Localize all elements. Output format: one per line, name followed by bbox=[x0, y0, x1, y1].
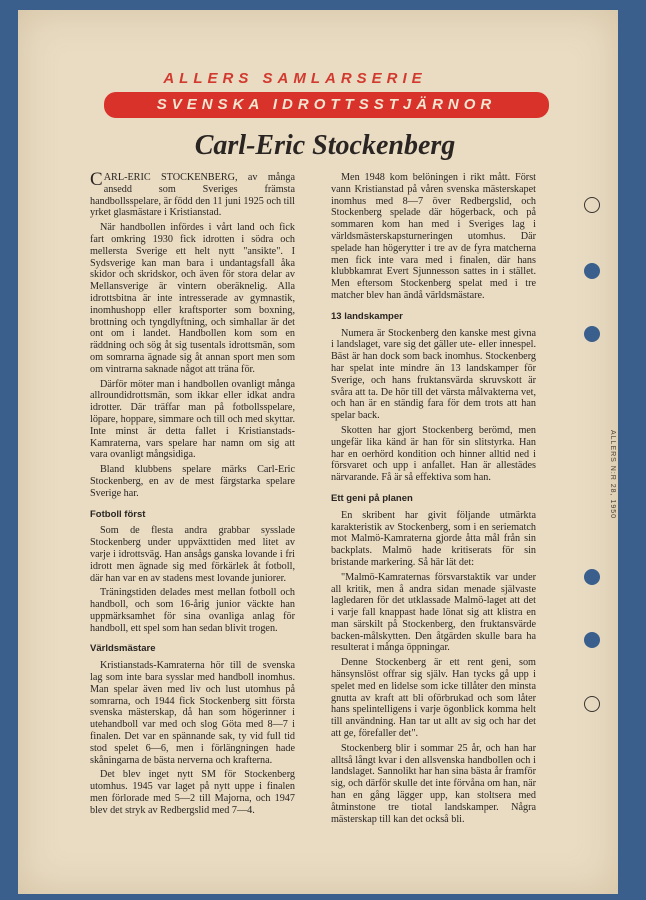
paragraph: Träningstiden delades mest mellan fotboll och handboll, och som 16-årig junior väckte han uppmärksamhet för sina ovanliga anlag för handboll, ett spel som han sedan blivit trogen. bbox=[90, 587, 295, 634]
drop-cap: C bbox=[90, 169, 103, 190]
hole-icon bbox=[584, 632, 600, 648]
series-label: ALLERS SAMLARSERIE bbox=[163, 70, 427, 87]
ring-icon bbox=[584, 197, 600, 213]
section-heading-landskamper: 13 landskamper bbox=[331, 310, 403, 322]
right-column bbox=[331, 172, 536, 828]
section-heading-fotboll: Fotboll först bbox=[90, 508, 146, 520]
paragraph: Skotten har gjort Stockenberg berömd, men ungefär lika känd är han för sin slitstyrka. Han har en oerhörd kondition och hinner alltid ned i försvaret och upp i anfallet. Han är allestädes närvarande. Få är så effektiva som han. bbox=[331, 424, 536, 484]
paragraph: Men 1948 kom belöningen i rikt mått. Först vann Kristianstad på våren svenska mästerskapet inomhus med 8—7 över Redbergslid, och Stockenberg spelade där högerback, och på sommaren kom han med i Sveriges lag i världsmästerskapsturneringen utomhus. Där spelade han högerytter i tre av de fyra matcherna men fick inte vara med i finalen, där hans klubbkamrat Evert Sjunnesson sattes in i stället. Men eftersom Stockenberg spelat med i tre matcher blev han ändå världsmästare. bbox=[331, 172, 536, 301]
quote-paragraph: Denne Stockenberg är ett rent geni, som hänsynslöst offrar sig själv. Han tycks gå upp i spelet med en lidelse som icke tillåter den minsta gnutta av kraft att bli oförbrukad och som låter hans spelintelligens i varje ögonblick komma helt till användning. Han tar ut allt av sig och har det att ge, förefaller det". bbox=[331, 657, 536, 740]
paragraph: Stockenberg blir i sommar 25 år, och han har alltså långt kvar i den allsvenska handbollen och i landslaget. Sannolikt har han sina bästa år framför sig, och därför skulle det inte förvåna om han, när han en gång lägger upp, kan stoltsera med åtminstone tre tiotal landskamper. Några mästerskap till kan det också bli. bbox=[331, 742, 536, 825]
paragraph: Kristianstads-Kamraterna hör till de svenska lag som inte bara sysslar med handboll inomhus. Man spelar även med liv och lust utomhus på somrarna, och 1944 fick Stockenberg sitt första svenska mästerskap, då han som högerinner i utehandboll var med och slog Göta med 8—7 i finalen. Det var en spännande sak, ty vid full tid stod spelet 6—6, men i förlängningen hade skåningarna de bästa nerverna och krafterna. bbox=[90, 660, 295, 766]
paragraph: En skribent har givit följande utmärkta karakteristik av Stockenberg, som i en seriematch mot Malmö-Kamraterna gjorde åtta mål från sin backplats. Malmö hade kritiserats för sin bristande markering. Så här lät det: bbox=[331, 509, 536, 568]
article-title: Carl-Eric Stockenberg bbox=[194, 130, 456, 161]
intro-text: ARL-ERIC STOCKENBERG, av många ansedd som Sveriges främsta handbollsspelare, är född den 11 juni 1925 och till yrket glasmästare i Kristianstad. bbox=[90, 172, 295, 219]
hole-icon bbox=[584, 569, 600, 585]
hole-icon bbox=[584, 263, 600, 279]
paragraph: Som de flesta andra grabbar sysslade Stockenberg under uppväxttiden med litet av varje i idrottsväg. Han ansågs ganska lovande i fri idrott men ägnade sig med förkärlek åt fotboll, där han var en av stadens mest lovande juniorer. bbox=[90, 525, 295, 584]
section-heading-varldsmastare: Världsmästare bbox=[90, 643, 156, 655]
paragraph: Bland klubbens spelare märks Carl-Eric Stockenberg, en av de mest färgstarka spelare Sverige har. bbox=[90, 464, 295, 499]
collector-card-page bbox=[18, 10, 618, 894]
left-column bbox=[90, 169, 295, 820]
ring-icon bbox=[584, 696, 600, 712]
paragraph: Numera är Stockenberg den kanske mest givna i landslaget, vare sig det gäller ute- eller innespel. Bäst är han dock som back inomhus. Stockenberg har spelat inte mindre än 13 landskamper för Sverige, och hans fruktansvärda skruvskott är svåra att ta. De hör till det värsta målvakterna vet, och han är en ständig fara för dem trots att han spelar back. bbox=[331, 327, 536, 422]
hole-icon bbox=[584, 326, 600, 342]
issue-label: ALLERS N:R 28, 1950 bbox=[609, 430, 616, 520]
paragraph: Det blev inget nytt SM för Stockenberg utomhus. 1945 var laget på nytt uppe i finalen men förlorade med 5—2 till Majorna, och 1947 blev det stryk av Redbergslid med 7—4. bbox=[90, 769, 295, 816]
intro-paragraph bbox=[90, 169, 295, 219]
section-heading-geni: Ett geni på planen bbox=[331, 492, 413, 504]
quote-paragraph: "Malmö-Kamraternas försvarstaktik var under all kritik, men å andra sidan menade självaste lagledaren för det utklassade Malmö-laget att det i varje fall knappast hade lönat sig att klistra en man särskilt på Stockenberg, den fruktansvärde backen-målskytten. Den åtgärden skulle bara ha resulterat i många öppningar. bbox=[331, 571, 536, 654]
paragraph: Därför möter man i handbollen ovanligt många allroundidrottsmän, som ikkar eller idkat andra idrotter. Där träffar man på fotbollsspelare, löpare, hoppare, simmare och till och med skyttar. Inte minst är detta fallet i Kristianstads-Kamraterna, vars spelare har namn om sig att vara ovanligt mångsidiga. bbox=[90, 378, 295, 461]
series-banner: SVENSKA IDROTTSSTJÄRNOR bbox=[104, 92, 549, 118]
paragraph: När handbollen infördes i vårt land och fick fart omkring 1930 fick idrotten i södra och mellersta Sverige ett helt nytt "ansikte". I Sydsverige kan man bara i undantagsfall åka skidor och skridskor, och även för stora delar av Mellansverige är vintern oberäknelig. Alla idrottsbitna är inte intresserade av gymnastik, inomhushopp eller kraftsporter som boxning, brottning och tyngdlyftning, och simhallar är det ont om i landet. Handbollen kom som en räddning och sög åt sig tusentals idrottsmän, som om somrarna ägnade sig åt annan sport men som om vintrarna saknade något att träna för. bbox=[90, 222, 295, 375]
